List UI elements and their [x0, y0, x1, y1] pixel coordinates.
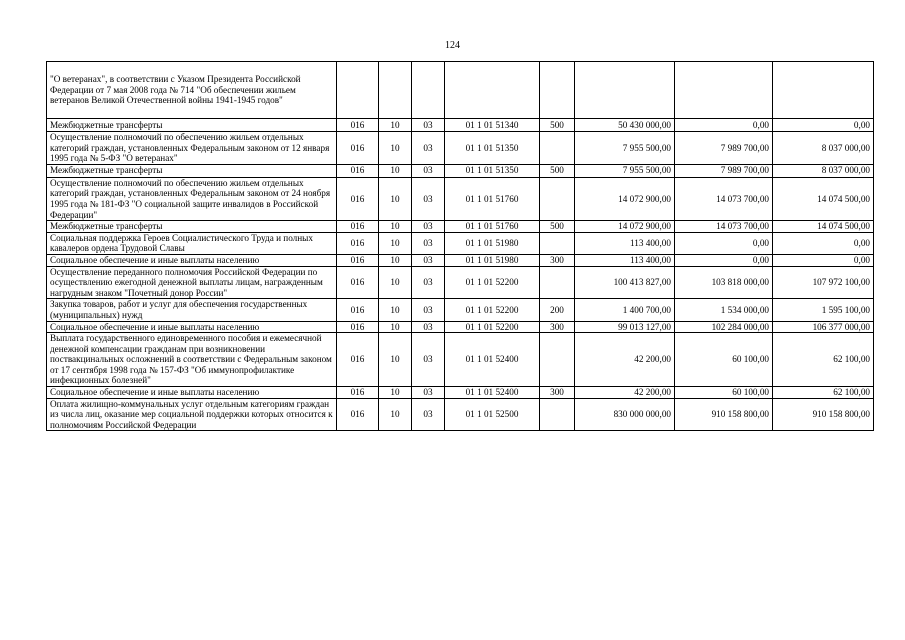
row-expense-type	[540, 62, 575, 119]
row-amount-2	[675, 62, 773, 119]
row-amount-3: 8 037 000,00	[773, 132, 874, 165]
row-target: 01 1 01 52500	[445, 398, 540, 431]
row-target	[445, 62, 540, 119]
row-ministry: 016	[337, 177, 379, 220]
row-amount-3: 62 100,00	[773, 387, 874, 399]
row-amount-3	[773, 62, 874, 119]
table-row	[47, 266, 874, 299]
row-amount-2: 1 534 000,00	[675, 299, 773, 321]
table-row	[47, 299, 874, 321]
row-amount-2: 60 100,00	[675, 387, 773, 399]
row-name: Осуществление полномочий по обеспечению жильем отдельных категорий граждан, установленных Федеральным законом от 12 января 1995 года № 5-ФЗ "О ветеранах"	[47, 132, 337, 165]
row-expense-type	[540, 232, 575, 254]
row-subsection: 03	[412, 119, 445, 132]
row-expense-type: 300	[540, 387, 575, 399]
row-ministry: 016	[337, 299, 379, 321]
row-amount-3: 14 074 500,00	[773, 177, 874, 220]
row-amount-3: 106 377 000,00	[773, 321, 874, 333]
row-amount-1: 50 430 000,00	[575, 119, 675, 132]
row-expense-type: 500	[540, 164, 575, 177]
row-expense-type: 200	[540, 299, 575, 321]
row-section: 10	[379, 221, 412, 233]
row-subsection: 03	[412, 398, 445, 431]
row-name: Закупка товаров, работ и услуг для обеспечения государственных (муниципальных) нужд	[47, 299, 337, 321]
table-row	[47, 333, 874, 387]
row-name: Социальная поддержка Героев Социалистического Труда и полных кавалеров ордена Трудовой Славы	[47, 232, 337, 254]
row-section: 10	[379, 119, 412, 132]
table-row	[47, 177, 874, 220]
row-name: Осуществление переданного полномочия Российской Федерации по осуществлению ежегодной денежной выплаты лицам, награжденным нагрудным знаком "Почетный донор России"	[47, 266, 337, 299]
row-section: 10	[379, 232, 412, 254]
row-expense-type: 300	[540, 254, 575, 266]
row-name: Межбюджетные трансферты	[47, 119, 337, 132]
row-amount-3: 107 972 100,00	[773, 266, 874, 299]
row-amount-2: 0,00	[675, 254, 773, 266]
row-section: 10	[379, 398, 412, 431]
row-target: 01 1 01 52200	[445, 299, 540, 321]
budget-table	[46, 61, 874, 431]
row-amount-1: 7 955 500,00	[575, 132, 675, 165]
row-ministry: 016	[337, 266, 379, 299]
row-ministry: 016	[337, 254, 379, 266]
row-expense-type	[540, 132, 575, 165]
row-expense-type	[540, 266, 575, 299]
row-name: Межбюджетные трансферты	[47, 221, 337, 233]
row-ministry: 016	[337, 232, 379, 254]
table-row	[47, 62, 874, 119]
row-amount-2: 103 818 000,00	[675, 266, 773, 299]
row-amount-3: 0,00	[773, 232, 874, 254]
row-expense-type: 500	[540, 119, 575, 132]
row-ministry	[337, 62, 379, 119]
row-target: 01 1 01 52200	[445, 266, 540, 299]
row-amount-3: 14 074 500,00	[773, 221, 874, 233]
row-target: 01 1 01 51350	[445, 132, 540, 165]
row-ministry: 016	[337, 321, 379, 333]
row-amount-2: 0,00	[675, 119, 773, 132]
row-subsection: 03	[412, 266, 445, 299]
row-target: 01 1 01 51980	[445, 232, 540, 254]
row-amount-2: 14 073 700,00	[675, 221, 773, 233]
row-section: 10	[379, 387, 412, 399]
row-name: Выплата государственного единовременного пособия и ежемесячной денежной компенсации гражданам при возникновении поствакцинальных осложнений в соответствии с Федеральным законом от 17 сентября 1998 года № 157-ФЗ "Об иммунопрофилактике инфекционных болезней"	[47, 333, 337, 387]
row-section: 10	[379, 266, 412, 299]
row-ministry: 016	[337, 333, 379, 387]
row-subsection: 03	[412, 221, 445, 233]
row-subsection: 03	[412, 164, 445, 177]
table-row	[47, 254, 874, 266]
row-amount-1	[575, 62, 675, 119]
row-ministry: 016	[337, 132, 379, 165]
row-name: Социальное обеспечение и иные выплаты населению	[47, 387, 337, 399]
row-amount-3: 0,00	[773, 254, 874, 266]
row-target: 01 1 01 52400	[445, 333, 540, 387]
row-amount-1: 99 013 127,00	[575, 321, 675, 333]
row-section	[379, 62, 412, 119]
table-body	[47, 62, 874, 431]
row-ministry: 016	[337, 221, 379, 233]
row-amount-2: 0,00	[675, 232, 773, 254]
table-row	[47, 321, 874, 333]
row-subsection: 03	[412, 232, 445, 254]
table-row	[47, 221, 874, 233]
row-ministry: 016	[337, 387, 379, 399]
row-target: 01 1 01 52400	[445, 387, 540, 399]
row-subsection: 03	[412, 177, 445, 220]
row-target: 01 1 01 51350	[445, 164, 540, 177]
table-row	[47, 132, 874, 165]
row-subsection: 03	[412, 387, 445, 399]
row-name: Оплата жилищно-коммунальных услуг отдельным категориям граждан из числа лиц, оказание мер социальной поддержки которых относится к полномочиям Российской Федерации	[47, 398, 337, 431]
row-subsection: 03	[412, 254, 445, 266]
table-row	[47, 398, 874, 431]
row-name: Социальное обеспечение и иные выплаты населению	[47, 321, 337, 333]
table-row	[47, 232, 874, 254]
row-ministry: 016	[337, 164, 379, 177]
row-amount-3: 62 100,00	[773, 333, 874, 387]
row-subsection: 03	[412, 299, 445, 321]
row-subsection: 03	[412, 333, 445, 387]
row-expense-type	[540, 398, 575, 431]
row-section: 10	[379, 177, 412, 220]
row-expense-type: 500	[540, 221, 575, 233]
row-amount-3: 1 595 100,00	[773, 299, 874, 321]
row-amount-2: 60 100,00	[675, 333, 773, 387]
row-amount-1: 42 200,00	[575, 387, 675, 399]
row-expense-type	[540, 177, 575, 220]
page-number: 124	[445, 40, 460, 51]
row-amount-1: 830 000 000,00	[575, 398, 675, 431]
row-subsection	[412, 62, 445, 119]
row-section: 10	[379, 254, 412, 266]
row-amount-1: 1 400 700,00	[575, 299, 675, 321]
row-name: "О ветеранах", в соответствии с Указом Президента Российской Федерации от 7 мая 2008 года № 714 "Об обеспечении жильем ветеранов Великой Отечественной войны 1941-1945 годов"	[47, 62, 337, 119]
row-target: 01 1 01 51980	[445, 254, 540, 266]
row-amount-2: 7 989 700,00	[675, 164, 773, 177]
row-subsection: 03	[412, 132, 445, 165]
row-subsection: 03	[412, 321, 445, 333]
row-amount-1: 113 400,00	[575, 232, 675, 254]
row-amount-1: 7 955 500,00	[575, 164, 675, 177]
row-name: Осуществление полномочий по обеспечению жильем отдельных категорий граждан, установленных Федеральным законом от 24 ноября 1995 года № 181-ФЗ "О социальной защите инвалидов в Российской Федерации"	[47, 177, 337, 220]
row-expense-type: 300	[540, 321, 575, 333]
row-amount-3: 8 037 000,00	[773, 164, 874, 177]
row-amount-2: 14 073 700,00	[675, 177, 773, 220]
table-row	[47, 387, 874, 399]
row-section: 10	[379, 132, 412, 165]
row-amount-1: 14 072 900,00	[575, 221, 675, 233]
table-row	[47, 164, 874, 177]
row-name: Межбюджетные трансферты	[47, 164, 337, 177]
row-amount-1: 100 413 827,00	[575, 266, 675, 299]
row-ministry: 016	[337, 398, 379, 431]
row-section: 10	[379, 321, 412, 333]
row-ministry: 016	[337, 119, 379, 132]
row-amount-1: 14 072 900,00	[575, 177, 675, 220]
row-section: 10	[379, 299, 412, 321]
row-amount-1: 113 400,00	[575, 254, 675, 266]
row-amount-2: 7 989 700,00	[675, 132, 773, 165]
row-name: Социальное обеспечение и иные выплаты населению	[47, 254, 337, 266]
row-amount-3: 910 158 800,00	[773, 398, 874, 431]
row-section: 10	[379, 164, 412, 177]
row-section: 10	[379, 333, 412, 387]
table-row	[47, 119, 874, 132]
row-target: 01 1 01 51760	[445, 177, 540, 220]
row-amount-3: 0,00	[773, 119, 874, 132]
row-amount-2: 910 158 800,00	[675, 398, 773, 431]
row-amount-1: 42 200,00	[575, 333, 675, 387]
row-expense-type	[540, 333, 575, 387]
row-target: 01 1 01 51760	[445, 221, 540, 233]
row-target: 01 1 01 52200	[445, 321, 540, 333]
row-target: 01 1 01 51340	[445, 119, 540, 132]
row-amount-2: 102 284 000,00	[675, 321, 773, 333]
